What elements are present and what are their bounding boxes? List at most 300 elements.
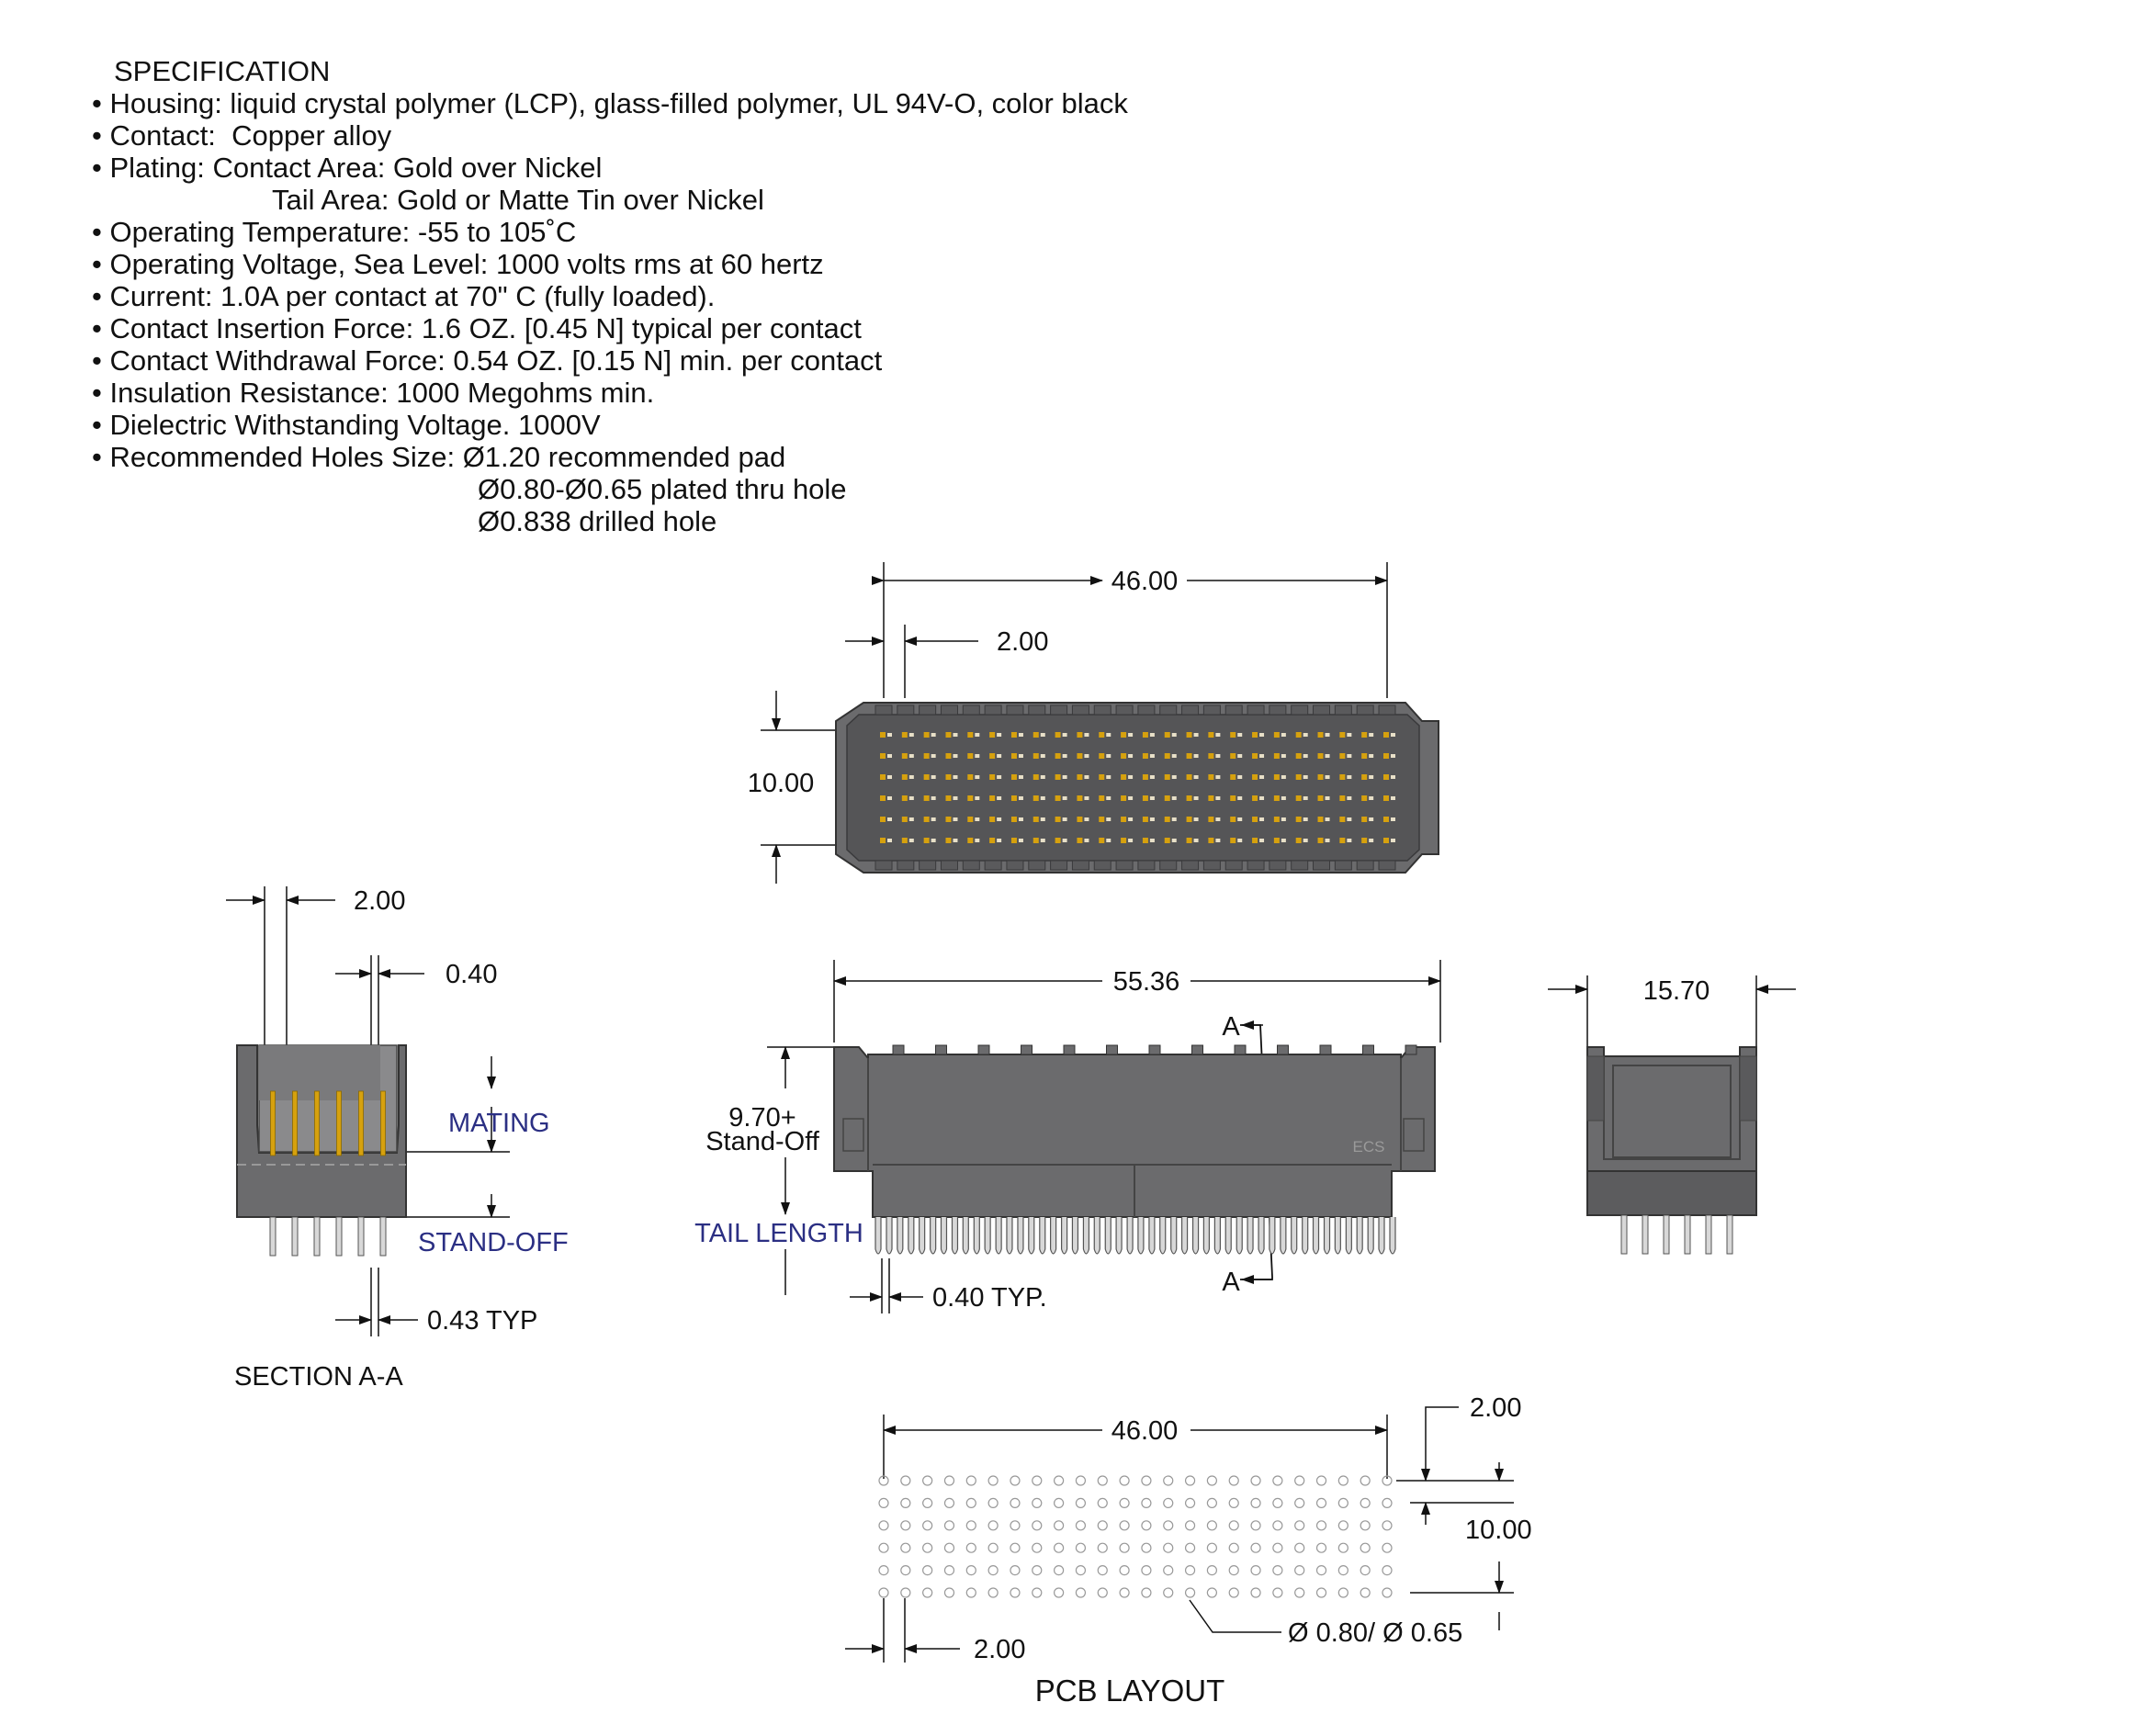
contact-dot [1121, 795, 1126, 801]
contact-dot [1230, 774, 1236, 780]
tail-pin [1368, 1217, 1373, 1254]
contact-dot-slot [1019, 754, 1023, 758]
pcb-hole [1251, 1566, 1260, 1575]
section-tail-pin [336, 1217, 342, 1256]
contact-dot-slot [1281, 754, 1286, 758]
pcb-hole [1120, 1566, 1129, 1575]
pcb-hole [1164, 1543, 1173, 1552]
contact-dot-slot [1237, 733, 1242, 737]
contact-dot-slot [1063, 754, 1067, 758]
pcb-hole [1229, 1543, 1238, 1552]
pcb-hole [1142, 1566, 1151, 1575]
pcb-hole [1010, 1521, 1020, 1530]
top-rib [941, 705, 957, 715]
contact-dot [1383, 732, 1389, 738]
contact-dot-slot [1369, 796, 1373, 800]
pcb-hole [1317, 1498, 1326, 1507]
contact-dot [902, 774, 908, 780]
top-rib [1116, 705, 1133, 715]
contact-dot-slot [1172, 839, 1177, 842]
contact-dot-slot [1303, 817, 1308, 821]
tail-pin [996, 1217, 1001, 1254]
tail-pin [1335, 1217, 1340, 1254]
contact-dot-slot [1172, 775, 1177, 779]
pcb-hole [901, 1476, 910, 1485]
pcb-hole [944, 1566, 954, 1575]
contact-dot-slot [953, 733, 957, 737]
contact-dot [902, 817, 908, 822]
contact-dot-slot [1326, 839, 1330, 842]
contact-dot-slot [1019, 775, 1023, 779]
contact-dot-slot [1172, 754, 1177, 758]
pcb-title: PCB LAYOUT [1034, 1674, 1225, 1708]
top-rib [1379, 861, 1395, 870]
tail-pin [1160, 1217, 1166, 1254]
contact-dot-slot [953, 775, 957, 779]
pcb-hole [1295, 1543, 1304, 1552]
contact-dot-slot [1237, 754, 1242, 758]
pcb-hole [1098, 1476, 1107, 1485]
pcb-hole [1142, 1521, 1151, 1530]
contact-dot-slot [1172, 733, 1177, 737]
contact-dot-slot [1041, 733, 1045, 737]
contact-dot-slot [1326, 817, 1330, 821]
contact-dot [1121, 753, 1126, 759]
top-rib [985, 705, 1001, 715]
pcb-hole [1120, 1476, 1129, 1485]
pcb-hole [944, 1476, 954, 1485]
contact-dot-slot [1041, 775, 1045, 779]
contact-dot [1361, 774, 1367, 780]
spec-item: • Insulation Resistance: 1000 Megohms min. [92, 377, 655, 409]
dim-front-overall: 55.36 [1112, 967, 1180, 997]
contact-dot-slot [1369, 733, 1373, 737]
contact-dot-slot [1237, 839, 1242, 842]
pcb-hole [1338, 1588, 1348, 1597]
contact-dot-slot [1106, 775, 1111, 779]
contact-dot [1208, 795, 1213, 801]
pcb-hole [1098, 1566, 1107, 1575]
top-rib [1051, 705, 1067, 715]
contact-dot-slot [1172, 817, 1177, 821]
contact-dot [1296, 774, 1302, 780]
spec-item: • Housing: liquid crystal polymer (LCP), glass-filled polymer, UL 94V-O, color black [92, 87, 1128, 119]
dim-top-height: 10.00 [747, 769, 815, 798]
contact-dot [1165, 817, 1170, 822]
contact-dot-slot [1194, 817, 1199, 821]
tail-pin [1292, 1217, 1297, 1254]
top-rib [1094, 861, 1111, 870]
front-rib [1021, 1045, 1033, 1054]
top-rib [1116, 861, 1133, 870]
pcb-hole [1098, 1588, 1107, 1597]
contact-dot [924, 838, 930, 843]
contact-dot-slot [1150, 775, 1155, 779]
tail-pin [886, 1217, 892, 1254]
spec-item: Ø0.80-Ø0.65 plated thru hole [478, 473, 847, 505]
tail-pin [1236, 1217, 1242, 1254]
contact-dot [967, 838, 973, 843]
contact-dot-slot [1041, 839, 1045, 842]
contact-dot-slot [975, 796, 979, 800]
contact-dot [1252, 817, 1258, 822]
contact-dot-slot [887, 839, 892, 842]
contact-dot-slot [1347, 817, 1351, 821]
contact-dot-slot [997, 796, 1001, 800]
contact-dot-slot [887, 733, 892, 737]
dim-pcb-pitch-bottom: 2.00 [974, 1635, 1026, 1664]
pcb-hole [1033, 1566, 1042, 1575]
spec-item: Ø0.838 drilled hole [478, 505, 717, 537]
tail-pin [1303, 1217, 1308, 1254]
front-tail-pins [875, 1217, 1395, 1254]
contact-dot-slot [1347, 796, 1351, 800]
dim-pcb-hole: Ø 0.80/ Ø 0.65 [1288, 1618, 1463, 1648]
contact-dot [1077, 838, 1082, 843]
front-rib [893, 1045, 904, 1054]
contact-dot [989, 838, 995, 843]
contact-dot [1208, 838, 1213, 843]
contact-dot-slot [1369, 754, 1373, 758]
contact-dot-slot [1347, 754, 1351, 758]
pcb-hole [1164, 1588, 1173, 1597]
contact-dot-slot [997, 817, 1001, 821]
contact-dot-slot [931, 775, 936, 779]
dim-top-pitch: 2.00 [997, 627, 1049, 657]
contact-dot-slot [887, 817, 892, 821]
pcb-hole [1186, 1498, 1195, 1507]
spec-item: Tail Area: Gold or Matte Tin over Nickel [272, 184, 764, 216]
contact-dot [1274, 838, 1280, 843]
contact-dot-slot [1326, 775, 1330, 779]
contact-dot [1187, 732, 1192, 738]
contact-dot-slot [1128, 817, 1133, 821]
contact-dot-slot [1303, 733, 1308, 737]
contact-dot-slot [1041, 817, 1045, 821]
tail-pin [1182, 1217, 1188, 1254]
pcb-hole [1382, 1566, 1392, 1575]
contact-dot [1033, 795, 1039, 801]
top-view [748, 562, 1439, 884]
tail-pin [963, 1217, 968, 1254]
contact-dot [1318, 795, 1324, 801]
tail-pin [875, 1217, 881, 1254]
pcb-hole [901, 1498, 910, 1507]
top-rib [1160, 861, 1177, 870]
contact-dot [945, 838, 951, 843]
contact-dot-slot [953, 796, 957, 800]
contact-dot [989, 732, 995, 738]
side-tail-pins [1621, 1215, 1732, 1254]
contact-dot [1318, 838, 1324, 843]
pcb-hole [1382, 1543, 1392, 1552]
dim-pcb-width: 46.00 [1111, 1416, 1179, 1446]
pcb-hole [1055, 1566, 1064, 1575]
section-contact [337, 1091, 342, 1155]
contact-dot-slot [1150, 817, 1155, 821]
contact-dot [1274, 753, 1280, 759]
pcb-hole [966, 1498, 976, 1507]
contact-dot-slot [1128, 775, 1133, 779]
front-rib [1064, 1045, 1075, 1054]
contact-dot-slot [1215, 796, 1220, 800]
contact-dot-slot [1194, 839, 1199, 842]
pcb-hole [1360, 1588, 1370, 1597]
contact-dot [1077, 732, 1082, 738]
spec-item: • Dielectric Withstanding Voltage. 1000V [92, 409, 601, 441]
contact-dot [1033, 838, 1039, 843]
contact-dot-slot [1369, 817, 1373, 821]
contact-dot [1252, 838, 1258, 843]
pcb-layout [845, 1393, 1532, 1708]
contact-dot [1187, 838, 1192, 843]
contact-dot [1165, 795, 1170, 801]
pcb-hole [1033, 1476, 1042, 1485]
contact-dot [1077, 774, 1082, 780]
dim-section-wall: 0.40 [446, 960, 498, 989]
pcb-hole [966, 1521, 976, 1530]
top-rib [1160, 705, 1177, 715]
contact-dot-slot [1391, 839, 1395, 842]
front-rib [1107, 1045, 1118, 1054]
contact-dot [1383, 795, 1389, 801]
dim-side-width: 15.70 [1642, 976, 1710, 1006]
contact-dot [1361, 817, 1367, 822]
pcb-hole [879, 1498, 888, 1507]
contact-dot-slot [1150, 754, 1155, 758]
contact-dot [1230, 795, 1236, 801]
contact-dot [1296, 732, 1302, 738]
contact-dot-slot [1347, 733, 1351, 737]
contact-dot [1143, 817, 1148, 822]
contact-dot [1055, 795, 1061, 801]
pcb-hole [944, 1588, 954, 1597]
pcb-hole [1273, 1498, 1282, 1507]
top-rib [1225, 705, 1242, 715]
contact-dot-slot [887, 796, 892, 800]
contact-dot-slot [1041, 754, 1045, 758]
contact-dot [1011, 774, 1017, 780]
contact-dot [989, 795, 995, 801]
pcb-hole [1033, 1521, 1042, 1530]
pcb-hole [1338, 1476, 1348, 1485]
side-tail-pin [1642, 1215, 1648, 1254]
contact-dot-slot [1369, 839, 1373, 842]
contact-dot [989, 753, 995, 759]
contact-dot [1361, 838, 1367, 843]
pcb-hole [1164, 1521, 1173, 1530]
contact-dot-slot [953, 754, 957, 758]
pcb-hole [1360, 1476, 1370, 1485]
spec-item: • Recommended Holes Size: Ø1.20 recommended pad [92, 441, 786, 473]
contact-dot [1099, 732, 1104, 738]
pcb-hole [1098, 1521, 1107, 1530]
pcb-hole [1317, 1566, 1326, 1575]
top-rib [941, 861, 957, 870]
section-contact [359, 1091, 364, 1155]
pcb-hole [1010, 1566, 1020, 1575]
contact-dot [1099, 795, 1104, 801]
pcb-hole [1120, 1588, 1129, 1597]
pcb-hole [1338, 1543, 1348, 1552]
contact-dot [1296, 817, 1302, 822]
contact-dot-slot [1106, 796, 1111, 800]
tail-pin [920, 1217, 925, 1254]
contact-dot [1121, 774, 1126, 780]
contact-dot-slot [1391, 775, 1395, 779]
contact-dot-slot [1194, 754, 1199, 758]
contact-dot-slot [1237, 796, 1242, 800]
section-contact [381, 1091, 386, 1155]
contact-dot [1274, 774, 1280, 780]
pcb-hole [923, 1543, 932, 1552]
contact-dot [880, 795, 886, 801]
contact-dot [1055, 817, 1061, 822]
pcb-hole [1317, 1543, 1326, 1552]
contact-dot-slot [1259, 775, 1264, 779]
top-rib [1203, 705, 1220, 715]
pcb-hole [988, 1498, 998, 1507]
contact-dot [1230, 732, 1236, 738]
contact-dot-slot [953, 817, 957, 821]
contact-dot-slot [1106, 754, 1111, 758]
top-rib [1094, 705, 1111, 715]
contact-dot [924, 795, 930, 801]
contact-dot [1165, 753, 1170, 759]
contact-dot [1165, 774, 1170, 780]
section-tail-pin [270, 1217, 276, 1256]
top-rib [1138, 705, 1155, 715]
side-tail-pin [1685, 1215, 1690, 1254]
contact-dot-slot [909, 775, 914, 779]
contact-dot [902, 732, 908, 738]
pcb-hole [1229, 1476, 1238, 1485]
top-rib [1269, 705, 1286, 715]
pcb-hole [1251, 1588, 1260, 1597]
contact-dot-slot [1259, 733, 1264, 737]
pcb-hole [1251, 1543, 1260, 1552]
contact-dot [967, 732, 973, 738]
contact-dot-slot [1259, 839, 1264, 842]
pcb-hole [1251, 1476, 1260, 1485]
contact-dot [1011, 732, 1017, 738]
tail-pin [1203, 1217, 1209, 1254]
contact-dot [1274, 817, 1280, 822]
tail-pin [931, 1217, 936, 1254]
spec-item: • Contact: Copper alloy [92, 119, 392, 152]
contact-dot [967, 817, 973, 822]
contact-dot-slot [1237, 775, 1242, 779]
contact-dot [1033, 732, 1039, 738]
tail-pin [1269, 1217, 1275, 1254]
pcb-hole [901, 1521, 910, 1530]
pcb-hole [1033, 1588, 1042, 1597]
section-a-a [226, 886, 569, 1392]
contact-dot [1339, 753, 1345, 759]
contact-dot [1187, 774, 1192, 780]
contact-dot [1055, 753, 1061, 759]
pcb-hole [1055, 1588, 1064, 1597]
contact-dot [1383, 753, 1389, 759]
pcb-hole [988, 1566, 998, 1575]
front-rib [1320, 1045, 1331, 1054]
contact-dot-slot [1215, 817, 1220, 821]
contact-dot-slot [1150, 839, 1155, 842]
tail-pin [1138, 1217, 1144, 1254]
contact-dot [1318, 817, 1324, 822]
contact-dot-slot [1063, 796, 1067, 800]
contact-dot-slot [1128, 754, 1133, 758]
tail-pin [1007, 1217, 1012, 1254]
pcb-hole [1273, 1476, 1282, 1485]
spec-item: • Operating Voltage, Sea Level: 1000 volts rms at 60 hertz [92, 248, 824, 280]
pcb-hole [1055, 1476, 1064, 1485]
contact-dot-slot [1084, 796, 1089, 800]
top-rib [920, 861, 936, 870]
contact-dot [1033, 774, 1039, 780]
pcb-hole [1338, 1498, 1348, 1507]
tail-pin [1116, 1217, 1122, 1254]
contact-dot-slot [1281, 817, 1286, 821]
contact-dot-slot [997, 733, 1001, 737]
pcb-hole [1033, 1543, 1042, 1552]
contact-dot-slot [975, 754, 979, 758]
front-top-ribs [893, 1045, 1416, 1054]
contact-dot [1143, 838, 1148, 843]
pcb-hole [1120, 1543, 1129, 1552]
tail-pin [941, 1217, 946, 1254]
tail-pin [1040, 1217, 1045, 1254]
contact-dot [1230, 753, 1236, 759]
contact-dot [1383, 774, 1389, 780]
pcb-hole [1207, 1521, 1216, 1530]
tail-pin [1018, 1217, 1023, 1254]
tail-pin [1171, 1217, 1177, 1254]
contact-dot [1055, 732, 1061, 738]
contact-dot-slot [1041, 796, 1045, 800]
contact-dot-slot [1391, 796, 1395, 800]
tail-pin [908, 1217, 914, 1254]
pcb-hole [901, 1543, 910, 1552]
front-rib [1405, 1045, 1416, 1054]
pcb-hole [879, 1543, 888, 1552]
spec-item: • Contact Insertion Force: 1.6 OZ. [0.45 N] typical per contact [92, 312, 862, 344]
pcb-hole [1010, 1498, 1020, 1507]
top-rib [1007, 861, 1023, 870]
contact-dot [1252, 795, 1258, 801]
contact-dot-slot [1019, 733, 1023, 737]
contact-dot [1274, 732, 1280, 738]
pcb-hole [966, 1543, 976, 1552]
pcb-hole [1338, 1521, 1348, 1530]
top-rib [1203, 861, 1220, 870]
contact-dot-slot [1391, 754, 1395, 758]
contact-dot-slot [1391, 733, 1395, 737]
section-title: SECTION A-A [234, 1362, 403, 1392]
tail-pin [1072, 1217, 1078, 1254]
contact-dot-slot [1215, 775, 1220, 779]
pcb-hole [1295, 1588, 1304, 1597]
pcb-hole [1207, 1498, 1216, 1507]
contact-dot [1055, 774, 1061, 780]
pcb-hole [1120, 1498, 1129, 1507]
pcb-hole [1142, 1543, 1151, 1552]
contact-dot [1230, 817, 1236, 822]
tail-pin [1390, 1217, 1395, 1254]
dim-pcb-pitch-right: 2.00 [1470, 1393, 1522, 1423]
pcb-hole [1273, 1588, 1282, 1597]
pcb-hole [1055, 1498, 1064, 1507]
